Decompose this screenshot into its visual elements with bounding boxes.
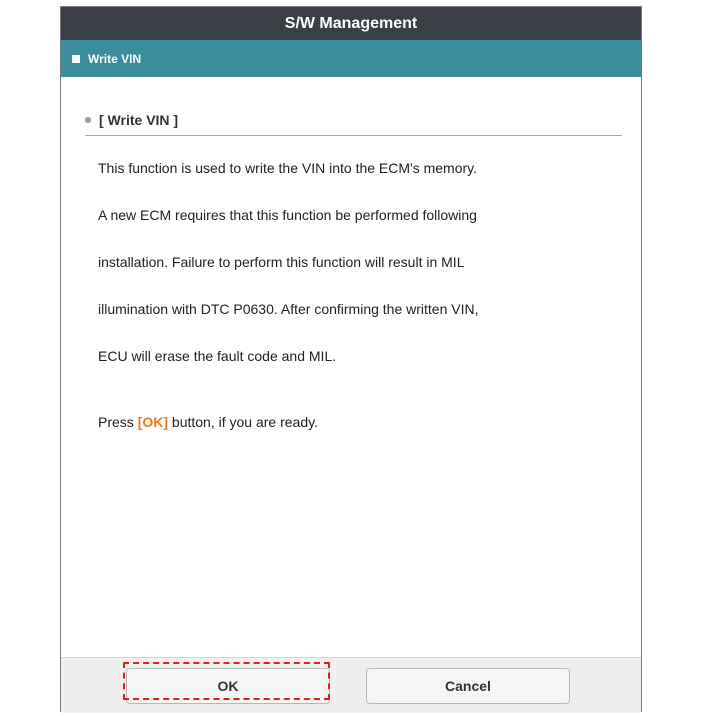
description-line-5: ECU will erase the fault code and MIL.: [98, 348, 337, 364]
ready-prompt: [98, 414, 318, 430]
cancel-button[interactable]: Cancel: [366, 668, 570, 704]
prompt-prefix: Press: [98, 414, 138, 430]
bullet-dot-icon: [85, 117, 91, 123]
square-bullet-icon: [72, 55, 80, 63]
section-heading: [85, 108, 622, 136]
prompt-ok-highlight: [OK]: [137, 414, 169, 430]
sub-header-label: Write VIN: [88, 51, 142, 66]
sw-management-dialog: [60, 6, 642, 712]
dialog-footer: [61, 657, 641, 713]
description-line-3: installation. Failure to perform this function will result in MIL: [98, 254, 465, 270]
prompt-suffix: button, if you are ready.: [168, 414, 318, 430]
ok-button[interactable]: OK: [126, 668, 330, 704]
description-line-1: This function is used to write the VIN into the ECM's memory.: [98, 160, 477, 176]
section-heading-label: [ Write VIN ]: [99, 111, 179, 128]
description-line-2: A new ECM requires that this function be performed following: [98, 207, 477, 223]
description-line-4: illumination with DTC P0630. After confirming the written VIN,: [98, 301, 479, 317]
sub-header: [61, 40, 641, 77]
dialog-title: S/W Management: [61, 7, 641, 40]
